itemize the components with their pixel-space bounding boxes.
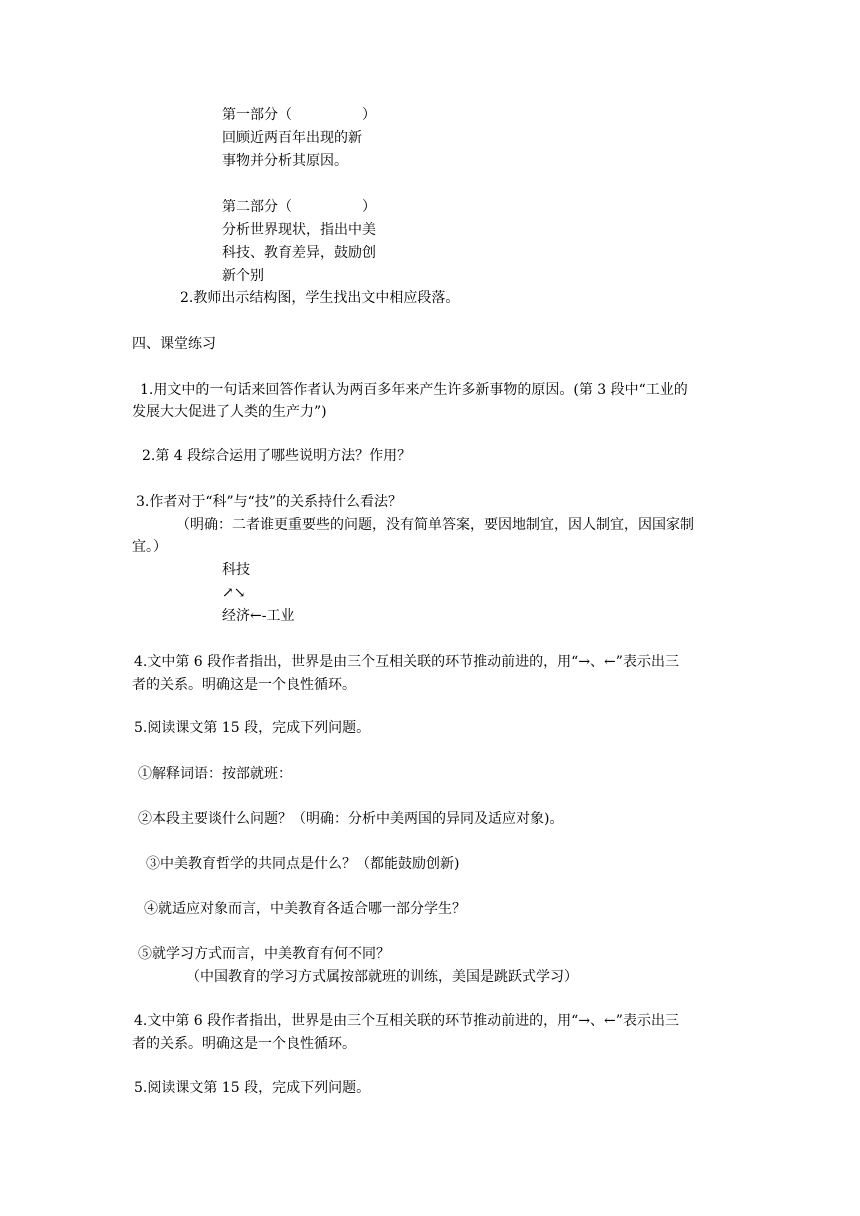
sub-question-1: ①解释词语：按部就班： [138,766,292,782]
question-4-line1: 4.文中第 6 段作者指出，世界是由三个互相关联的环节推动前进的，用“→、←”表示出三 [134,654,679,670]
question-1-line1: 1.用文中的一句话来回答作者认为两百多年来产生许多新事物的原因。(第 3 段中“工业的 [140,382,688,398]
diagram-top-label: 科技 [222,562,250,578]
diagram-bottom-label: 经济←-工业 [222,608,295,624]
teacher-step-2: 2.教师出示结构图，学生找出文中相应段落。 [180,290,460,306]
question-3: 3.作者对于“科”与“技”的关系持什么看法？ [136,494,402,510]
outline-part1-line2: 事物并分析其原因。 [222,153,348,169]
question-3-answer-line2: 宜。） [132,539,167,555]
question-5: 5.阅读课文第 15 段，完成下列问题。 [134,720,371,736]
question-1-line2: 发展大大促进了人类的生产力”) [132,404,327,420]
question-2: 2.第 4 段综合运用了哪些说明方法？作用？ [142,448,412,464]
question-5-repeat: 5.阅读课文第 15 段，完成下列问题。 [134,1080,371,1096]
question-4-repeat-line2: 者的关系。明确这是一个良性循环。 [132,1036,356,1052]
sub-question-5-answer: （中国教育的学习方式属按部就班的训练，美国是跳跃式学习） [186,969,578,985]
question-4-repeat-line1: 4.文中第 6 段作者指出，世界是由三个互相关联的环节推动前进的，用“→、←”表示出三 [134,1013,679,1029]
outline-part1-line1: 回顾近两百年出现的新 [222,130,362,146]
outline-part2-line2: 科技、教育差异，鼓励创 [222,245,376,261]
outline-part1-heading: 第一部分（ ） [222,107,376,123]
sub-question-2: ②本段主要谈什么问题？（明确：分析中美两国的异同及适应对象)。 [138,811,564,827]
outline-part2-line3: 新个别 [222,268,264,284]
question-4-line2: 者的关系。明确这是一个良性循环。 [132,677,356,693]
section-title: 四、课堂练习 [132,336,216,352]
diagram-arrows: ↗↘ [222,585,246,601]
question-3-answer-line1: （明确：二者谁更重要些的问题，没有简单答案，要因地制宜，因人制宜，因国家制 [176,517,694,533]
sub-question-4: ④就适应对象而言，中美教育各适合哪一部分学生？ [144,901,466,917]
sub-question-5: ⑤就学习方式而言，中美教育有何不同？ [138,946,390,962]
sub-question-3: ③中美教育哲学的共同点是什么？（都能鼓励创新) [146,856,460,872]
outline-part2-heading: 第二部分（ ） [222,199,376,215]
outline-part2-line1: 分析世界现状，指出中美 [222,222,376,238]
